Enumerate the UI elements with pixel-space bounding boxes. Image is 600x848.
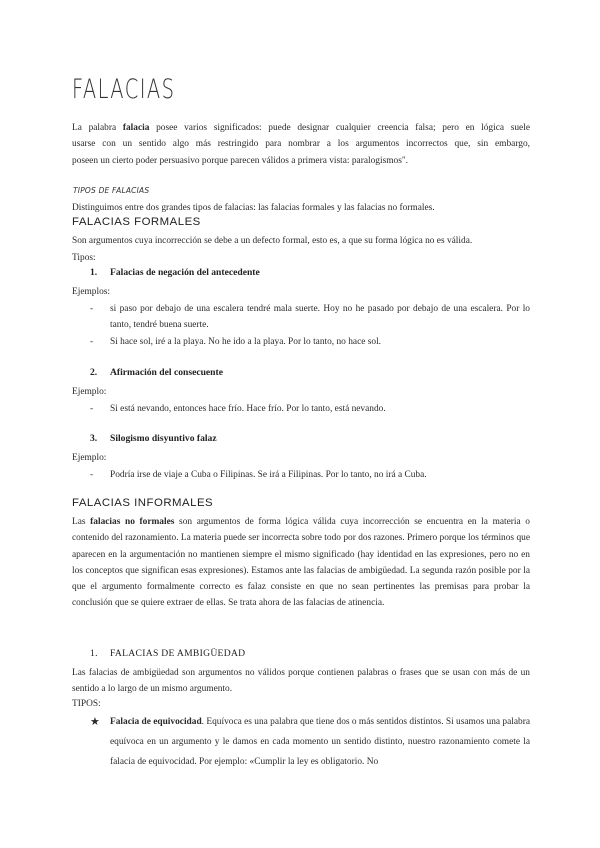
formales-description: Son argumentos cuya incorrección se debe a un defecto formal, esto es, a que su forma lógica no es válida. bbox=[72, 236, 473, 246]
intro-line: usarse con un sentido algo más restringido para nombrar a los argumentos incorrectos que, sin embargo, bbox=[72, 139, 530, 150]
informales-heading: FALACIAS INFORMALES bbox=[72, 497, 214, 509]
intro-line: poseen un cierto poder persuasivo porque parecen válidos a primera vista: paralogismos". bbox=[72, 155, 409, 166]
ambiguedad-description: Las falacias de ambigüedad son argumentos no válidos porque contienen palabras o frases que se usan con más de un sentido a lo largo de un mismo argumento. bbox=[72, 668, 530, 695]
informales-paragraph: Las falacias no formales son argumentos de forma lógica válida cuya incorrección se encuentra en la materia o contenido del razonamiento. La materia puede ser incorrecta sobre todo por dos razones. Primero porque los términos que aparecen en la argumentación no mantienen siempre el mismo significado (hay identidad en las expresiones, pero no en los conceptos que significan esas expresiones). Estamos ante las falacias de ambigüedad. La segunda razón posible por la que el argumento formalmente correcto es falaz consiste en que no sean pertinentes las premisas para probar la conclusión que se quiere extraer de ellas. Se trata ahora de las falacias de atinencia. bbox=[72, 517, 530, 609]
examples-label: Ejemplo: bbox=[72, 453, 107, 463]
intro-paragraph bbox=[72, 120, 530, 169]
page-title: FALACIAS bbox=[72, 74, 176, 105]
ambiguedad-tipos-label: TIPOS: bbox=[72, 699, 101, 709]
document-page: FALACIAS La palabra falacia posee varios significados: puede designar cualquier creencia falsa; pero en lógica suele usarse con un sentido algo más restringido para nombrar a los argumentos incorrectos que, sin embargo, poseen un cierto poder persuasivo porque parecen válidos a primera vista: paralogismos". TIPOS DE FALACIAS Distinguimos entre dos grandes tipos de falacias: las falacias formales y las falacias no formales. FALACIAS FORMALES Son argumentos cuya incorrección se debe a un defecto formal, esto es, a que su forma lógica no es válida. Tipos: 1. Falacias de negación del antecedente Ejemplos: - si paso por debajo de una escalera tendré mala suerte. Hoy no he pasado por debajo de una escalera. Por lo tanto, tendré buena suerte. - Si hace sol, iré a la playa. No he ido a la playa. Por lo tanto, no hace sol. 2. Afirmación del consecuente Ejemplo: - Si está nevando, entonces hace frío. Hace frío. Por lo tanto, está nevando. 3. Silogismo disyuntivo falaz Ejemplo: - Podría irse de viaje a Cuba o Filipinas. Se irá a Filipinas. Por lo tanto, no irá a Cuba. FALACIAS INFORMALES Las falacias no formales son argumentos de forma lógica válida cuya incorrección se encuentra en la materia o contenido del razonamiento. La materia puede ser incorrecta sobre todo por dos razones. Primero porque los términos que aparecen en la argumentación no mantienen siempre el mismo significado (hay identidad en las expresiones, pero no en los conceptos que significan esas expresiones). Estamos ante las falacias de ambigüedad. La segunda razón posible por la que el argumento formalmente correcto es falaz consiste en que no sean pertinentes las premisas para probar la conclusión que se quiere extraer de ellas. Se trata ahora de las falacias de atinencia. 1. FALACIAS DE AMBIGÜEDAD Las falacias de ambigüedad son argumentos no válidos porque contienen palabras o frases que se usan con más de un sentido a lo largo de un mismo argumento. TIPOS: ★ Falacia de equivocidad. Equívoca es una palabra que tiene dos o más sentidos distintos. Si usamos una palabra equívoca en un argumento y le damos en cada momento un sentido distinto, nuestro razonamiento comete la falacia de equivocidad. Por ejemplo: «Cumplir la ley es obligatorio. No bbox=[72, 74, 530, 767]
formal-item-2: 2. Afirmación del consecuente bbox=[90, 367, 223, 378]
star-bullet-icon: ★ bbox=[90, 716, 100, 728]
tipos-heading: TIPOS DE FALACIAS bbox=[73, 186, 150, 195]
ambiguedad-heading: 1. FALACIAS DE AMBIGÜEDAD bbox=[90, 648, 246, 659]
formal-item-1: 1. Falacias de negación del antecedente bbox=[90, 267, 260, 278]
formales-heading: FALACIAS FORMALES bbox=[72, 216, 201, 228]
formal-item-3: 3. Silogismo disyuntivo falaz bbox=[90, 433, 217, 444]
intro-line: La palabra falacia posee varios significados: puede designar cualquier creencia falsa; pero en lógica suele bbox=[72, 123, 530, 133]
tipos-intro: Distinguimos entre dos grandes tipos de falacias: las falacias formales y las falacias no formales. bbox=[72, 203, 435, 213]
examples-label: Ejemplos: bbox=[72, 287, 111, 297]
examples-label: Ejemplo: bbox=[72, 387, 107, 397]
formales-tipos-label: Tipos: bbox=[72, 253, 96, 263]
